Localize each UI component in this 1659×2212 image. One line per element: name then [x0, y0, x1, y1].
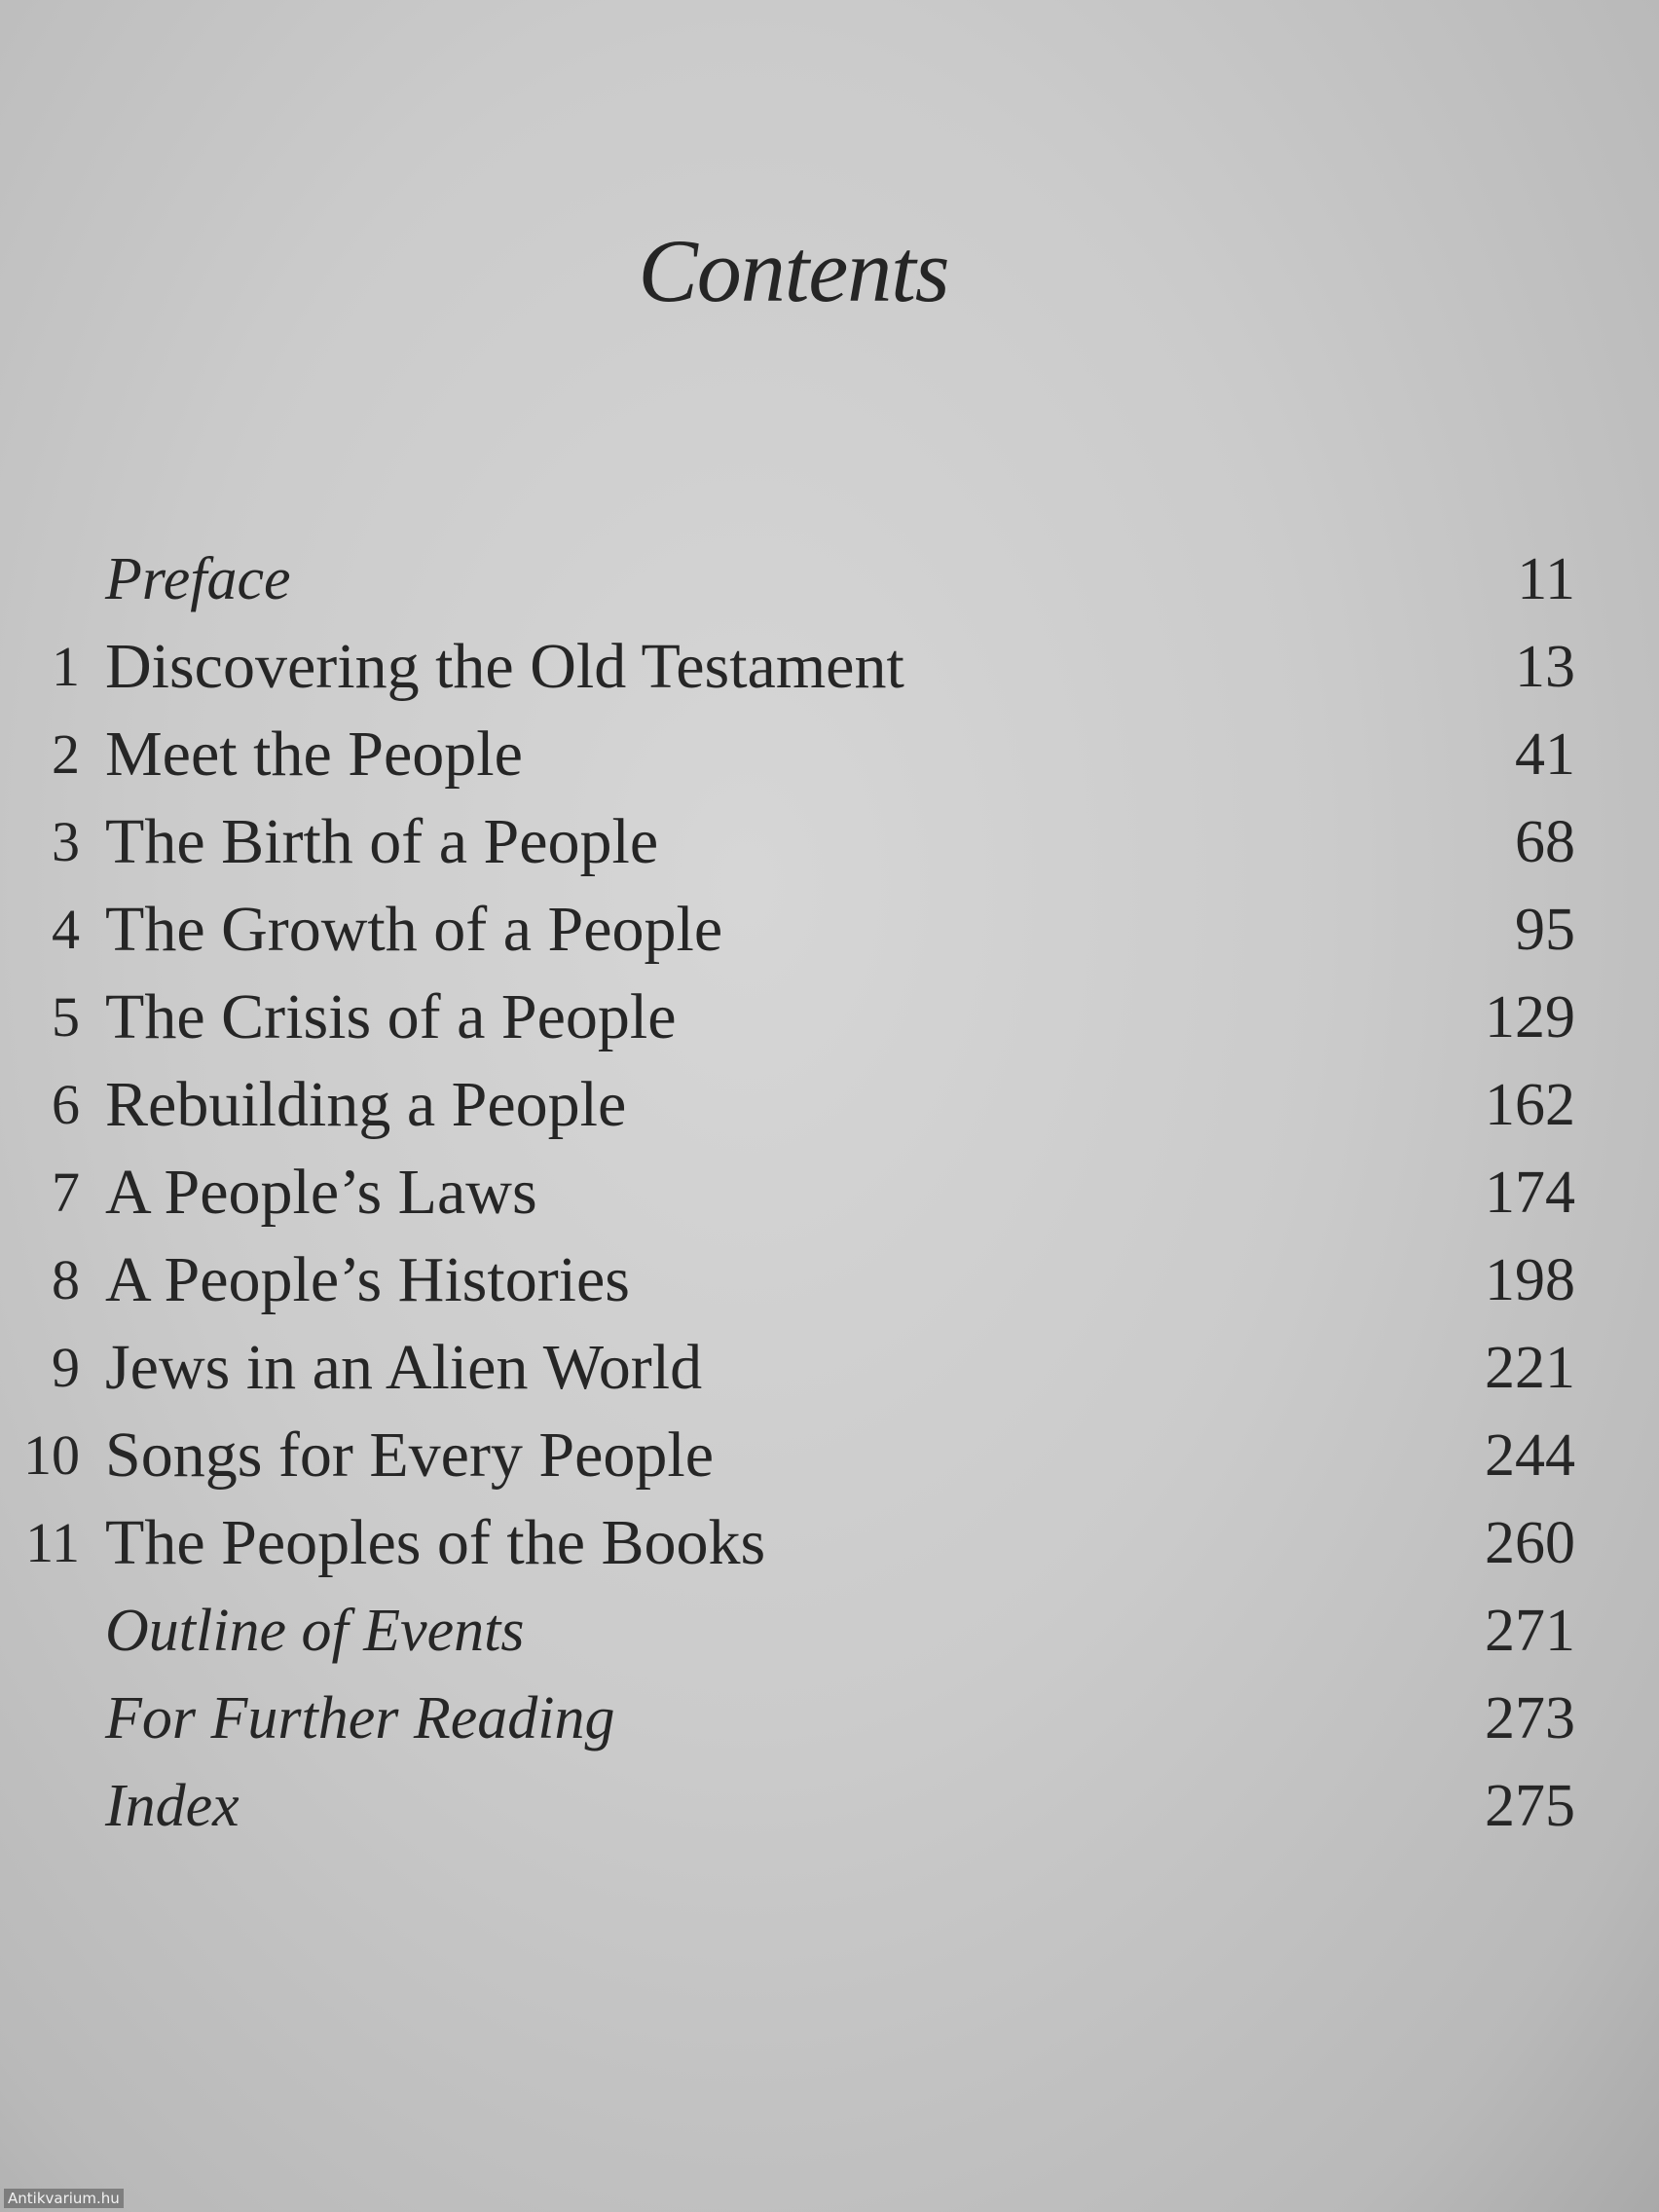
- toc-entry: [0, 1587, 1659, 1675]
- toc-entry: [0, 1762, 1659, 1850]
- entry-title: Songs for Every People: [105, 1419, 715, 1491]
- entry-title: The Crisis of a People: [105, 981, 677, 1052]
- toc-entry: [0, 1149, 1659, 1236]
- page-number: 271: [1485, 1598, 1575, 1664]
- page-number: 13: [1515, 634, 1575, 700]
- entry-title: The Peoples of the Books: [105, 1507, 766, 1578]
- page-number: 95: [1515, 897, 1575, 963]
- entry-title: A People’s Histories: [105, 1244, 630, 1315]
- page-number: 275: [1485, 1773, 1575, 1839]
- toc-entry: [0, 623, 1659, 711]
- toc-entry: [0, 711, 1659, 798]
- toc-entry: [0, 798, 1659, 886]
- toc-entry: [0, 535, 1659, 623]
- chapter-number: 4: [52, 898, 80, 961]
- chapter-number: 3: [52, 810, 80, 873]
- entry-title: Discovering the Old Testament: [105, 631, 904, 702]
- page-number: 174: [1485, 1160, 1575, 1226]
- entry-title: For Further Reading: [105, 1685, 615, 1751]
- chapter-number: 5: [52, 985, 80, 1049]
- page-number: 260: [1485, 1510, 1575, 1576]
- page-number: 162: [1485, 1072, 1575, 1138]
- page-number: 198: [1485, 1247, 1575, 1313]
- entry-title: The Birth of a People: [105, 806, 659, 877]
- toc-entry: [0, 886, 1659, 974]
- toc-entry: [0, 1412, 1659, 1499]
- entry-title: The Growth of a People: [105, 894, 723, 965]
- page-number: 68: [1515, 809, 1575, 875]
- chapter-number: 11: [25, 1511, 80, 1574]
- entry-title: Preface: [105, 546, 291, 612]
- page-number: 129: [1485, 984, 1575, 1051]
- toc-entry: [0, 1499, 1659, 1587]
- page-number: 11: [1517, 546, 1575, 612]
- chapter-number: 10: [23, 1423, 80, 1487]
- page-number: 244: [1485, 1422, 1575, 1489]
- chapter-number: 9: [52, 1336, 80, 1399]
- chapter-number: 6: [52, 1073, 80, 1136]
- toc-entry: [0, 1675, 1659, 1762]
- entry-title: Index: [105, 1773, 240, 1839]
- page-number: 221: [1485, 1335, 1575, 1401]
- chapter-number: 2: [52, 722, 80, 786]
- entry-title: Rebuilding a People: [105, 1069, 627, 1140]
- toc-entry: [0, 1324, 1659, 1412]
- entry-title: Jews in an Alien World: [105, 1332, 703, 1403]
- entry-title: Outline of Events: [105, 1598, 525, 1664]
- chapter-number: 1: [52, 635, 80, 698]
- page-title: Contents: [638, 221, 949, 320]
- toc-entry: [0, 1061, 1659, 1149]
- toc-entry: [0, 1236, 1659, 1324]
- chapter-number: 7: [52, 1161, 80, 1224]
- entry-title: Meet the People: [105, 719, 523, 790]
- entry-title: A People’s Laws: [105, 1157, 537, 1228]
- watermark: Antikvarium.hu: [4, 2189, 124, 2208]
- page-number: 273: [1485, 1685, 1575, 1751]
- page-number: 41: [1515, 721, 1575, 788]
- chapter-number: 8: [52, 1248, 80, 1311]
- toc-entry: [0, 974, 1659, 1061]
